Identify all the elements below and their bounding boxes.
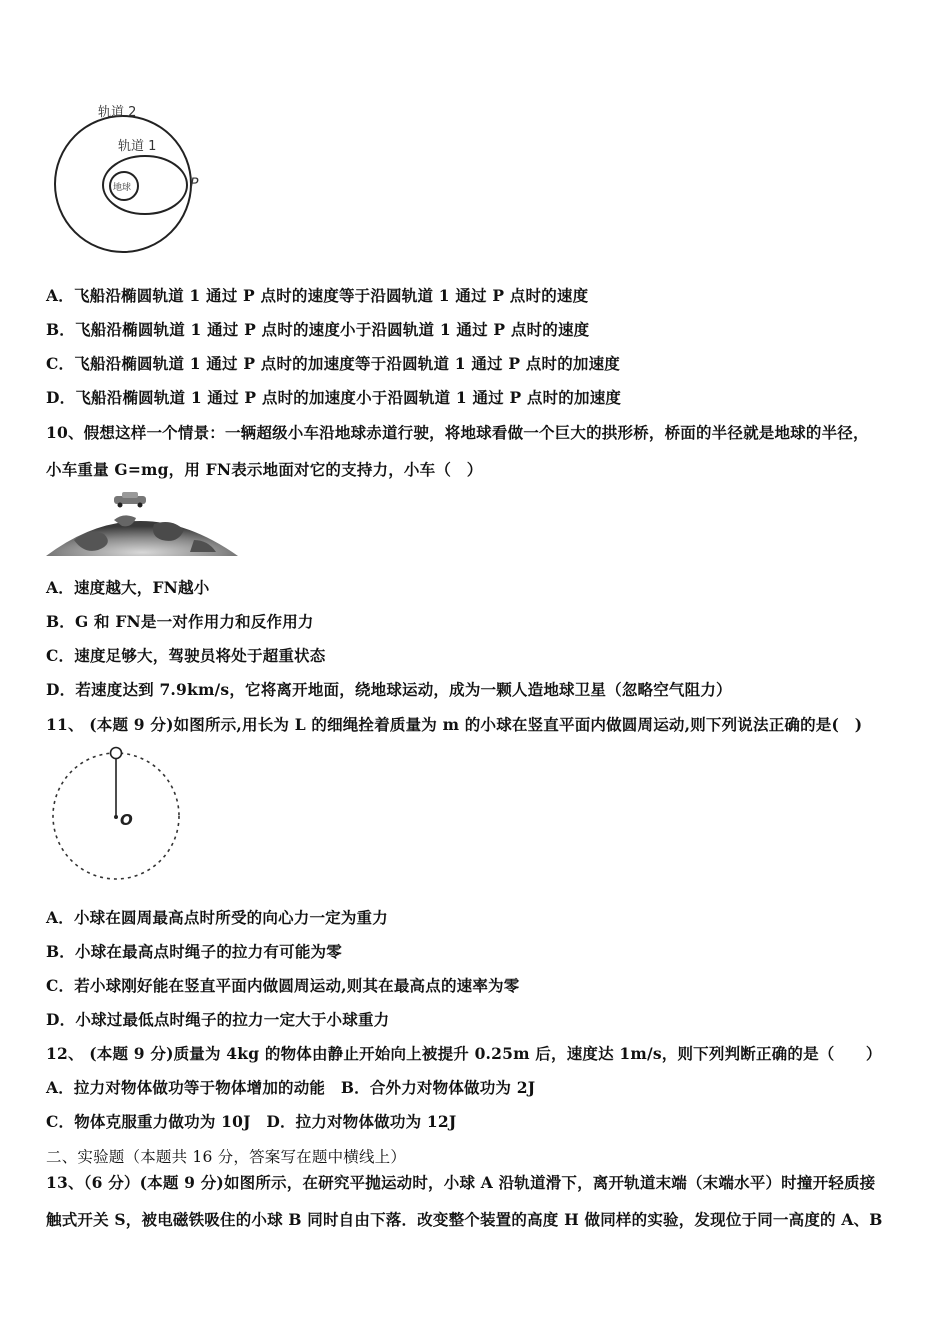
section2-title: 二、实验题（本题共 16 分，答案写在题中横线上） xyxy=(46,1148,407,1166)
q10-stem-line1: 10、假想这样一个情景：一辆超级小车沿地球赤道行驶，将地球看做一个巨大的拱形桥，桥面的半径就是地球的半径， xyxy=(46,423,869,442)
orbit-2-label: 轨道 2 xyxy=(98,105,137,120)
q11-option-c: C．若小球刚好能在竖直平面内做圆周运动,则其在最高点的速率为零 xyxy=(46,976,520,995)
ball xyxy=(111,748,122,759)
q10-option-a: A．速度越大，FN越小 xyxy=(46,578,210,597)
q13-line2: 触式开关 S，被电磁铁吸住的小球 B 同时自由下落．改变整个装置的高度 H 做同样的实验，发现位于同一高度的 A、B xyxy=(46,1210,883,1229)
orbit-figure xyxy=(40,92,210,262)
q9-option-b: B．飞船沿椭圆轨道 1 通过 P 点时的速度小于沿圆轨道 1 通过 P 点时的速度 xyxy=(46,320,590,339)
q10-stem-line2: 小车重量 G=mg，用 FN表示地面对它的支持力，小车（ ） xyxy=(46,460,483,479)
q9-option-a: A．飞船沿椭圆轨道 1 通过 P 点时的速度等于沿圆轨道 1 通过 P 点时的速度 xyxy=(46,286,589,305)
car-icon xyxy=(114,492,146,508)
q12-options-row1: A．拉力对物体做功等于物体增加的动能 B．合外力对物体做功为 2J xyxy=(46,1078,536,1097)
q11-option-a: A．小球在圆周最高点时所受的向心力一定为重力 xyxy=(46,908,388,927)
center-point xyxy=(114,815,118,819)
q9-option-d: D．飞船沿椭圆轨道 1 通过 P 点时的加速度小于沿圆轨道 1 通过 P 点时的加速度 xyxy=(46,388,622,407)
q11-option-d: D．小球过最低点时绳子的拉力一定大于小球重力 xyxy=(46,1010,390,1029)
q12-options-row2: C．物体克服重力做功为 10J D．拉力对物体做功为 12J xyxy=(46,1112,457,1131)
point-p-label: P xyxy=(190,176,199,192)
q13-line1: 13、（6 分）(本题 9 分)如图所示，在研究平抛运动时，小球 A 沿轨道滑下，离开轨道末端（末端水平）时撞开轻质接 xyxy=(46,1173,876,1192)
q11-option-b: B．小球在最高点时绳子的拉力有可能为零 xyxy=(46,942,342,961)
earth-label: 地球 xyxy=(113,183,132,193)
q9-option-c: C．飞船沿椭圆轨道 1 通过 P 点时的加速度等于沿圆轨道 1 通过 P 点时的加速度 xyxy=(46,354,621,373)
orbit-1-label: 轨道 1 xyxy=(118,139,157,154)
q10-option-d: D．若速度达到 7.9km/s，它将离开地面，绕地球运动，成为一颗人造地球卫星（忽略空气阻力） xyxy=(46,680,732,699)
q10-option-c: C．速度足够大，驾驶员将处于超重状态 xyxy=(46,646,326,665)
center-label-o: O xyxy=(120,811,133,829)
q11-stem: 11、 (本题 9 分)如图所示,用长为 L 的细绳拴着质量为 m 的小球在竖直平面内做圆周运动,则下列说法正确的是( ) xyxy=(46,715,863,734)
vertical-circle-figure xyxy=(48,744,188,886)
q12-stem: 12、 (本题 9 分)质量为 4kg 的物体由静止开始向上被提升 0.25m 后，速度达 1m/s，则下列判断正确的是（ ） xyxy=(46,1044,882,1063)
q10-option-b: B．G 和 FN是一对作用力和反作用力 xyxy=(46,612,314,631)
earth-car-figure xyxy=(44,490,240,560)
